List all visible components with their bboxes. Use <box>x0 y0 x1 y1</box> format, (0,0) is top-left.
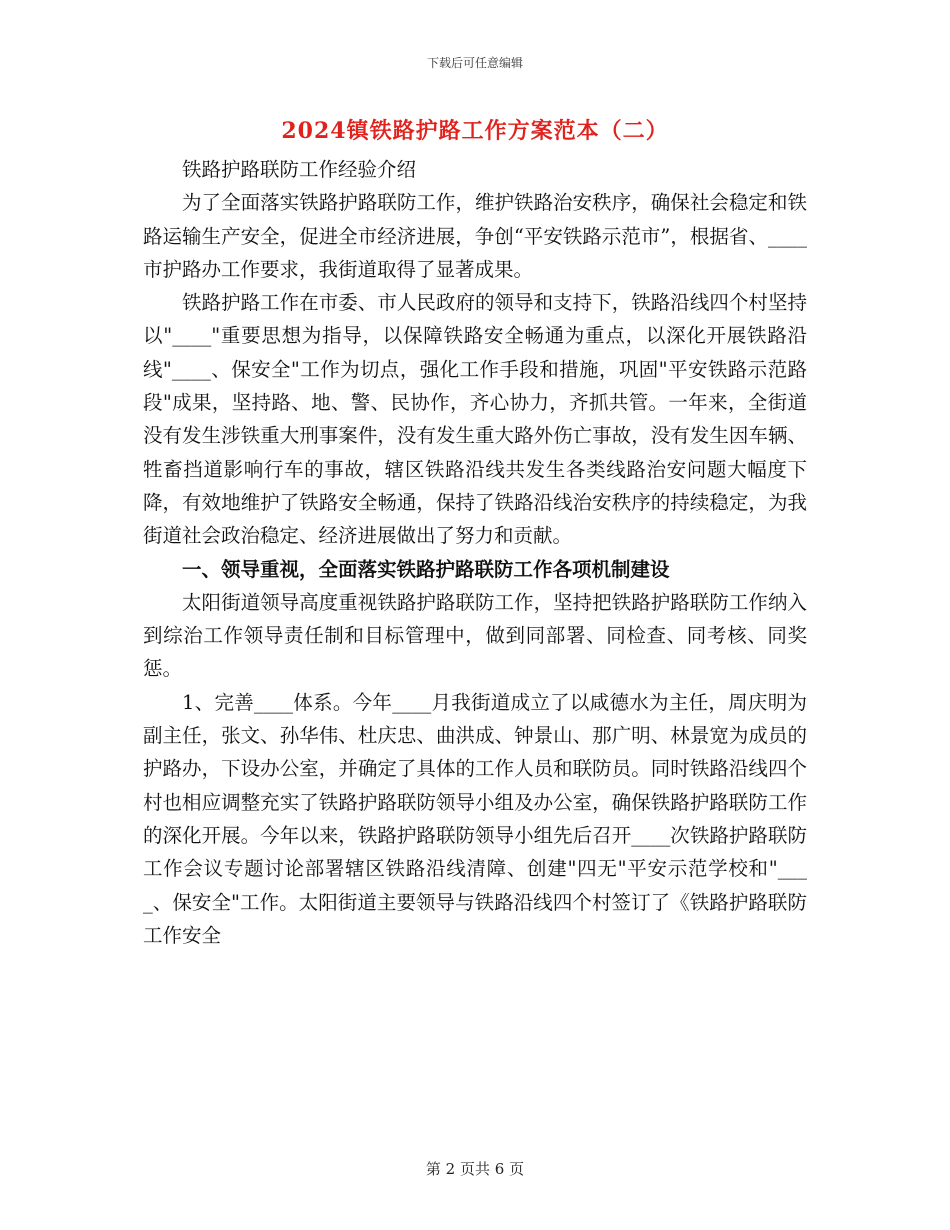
document-body <box>143 153 807 952</box>
paragraph: 太阳街道领导高度重视铁路护路联防工作，坚持把铁路护路联防工作纳入到综治工作领导责任制和目标管理中，做到同部署、同检查、同考核、同奖惩。 <box>143 590 807 681</box>
page-number-footer: 第 2 页共 6 页 <box>425 1160 525 1178</box>
header-note: 下载后可任意编辑 <box>426 56 523 70</box>
document-title: 2024镇铁路护路工作方案范本（二） <box>281 118 669 144</box>
paragraph: 为了全面落实铁路护路联防工作，维护铁路治安秩序，确保社会稳定和铁路运输生产安全，促进全市经济进展，争创“平安铁路示范市”，根据省、____市护路办工作要求，我街道取得了显著成果。 <box>143 191 807 281</box>
paragraph: 1、完善____体系。今年____月我街道成立了以咸德水为主任，周庆明为副主任，张文、孙华伟、杜庆忠、曲洪成、钟景山、那广明、林景宽为成员的护路办，下设办公室，并确定了具体的工作人员和联防员。同时铁路沿线四个村也相应调整充实了铁路护路联防领导小组及办公室，确保铁路护路联防工作的深化开展。今年以来，铁路护路联防领导小组先后召开____次铁路护路联防工作会议专题讨论部署辖区铁路沿线清障、创建"四无"平安示范学校和"____、保安全"工作。太阳街道主要领导与铁路沿线四个村签订了《铁路护路联防工作安全 <box>143 690 807 947</box>
section-heading: 一、领导重视，全面落实铁路护路联防工作各项机制建设 <box>182 557 670 581</box>
paragraph: 铁路护路工作在市委、市人民政府的领导和支持下，铁路沿线四个村坚持以"____"重要思想为指导，以保障铁路安全畅通为重点，以深化开展铁路沿线"____、保安全"工作为切点，强化工作手段和措施，巩固"平安铁路示范路段"成果，坚持路、地、警、民协作，齐心协力，齐抓共管。一年来，全街道没有发生涉铁重大刑事案件，没有发生重大路外伤亡事故，没有发生因车辆、牲畜挡道影响行车的事故，辖区铁路沿线共发生各类线路治安问题大幅度下降，有效地维护了铁路安全畅通，保持了铁路沿线治安秩序的持续稳定，为我街道社会政治稳定、经济进展做出了努力和贡献。 <box>143 291 807 548</box>
paragraph: 铁路护路联防工作经验介绍 <box>182 158 417 181</box>
